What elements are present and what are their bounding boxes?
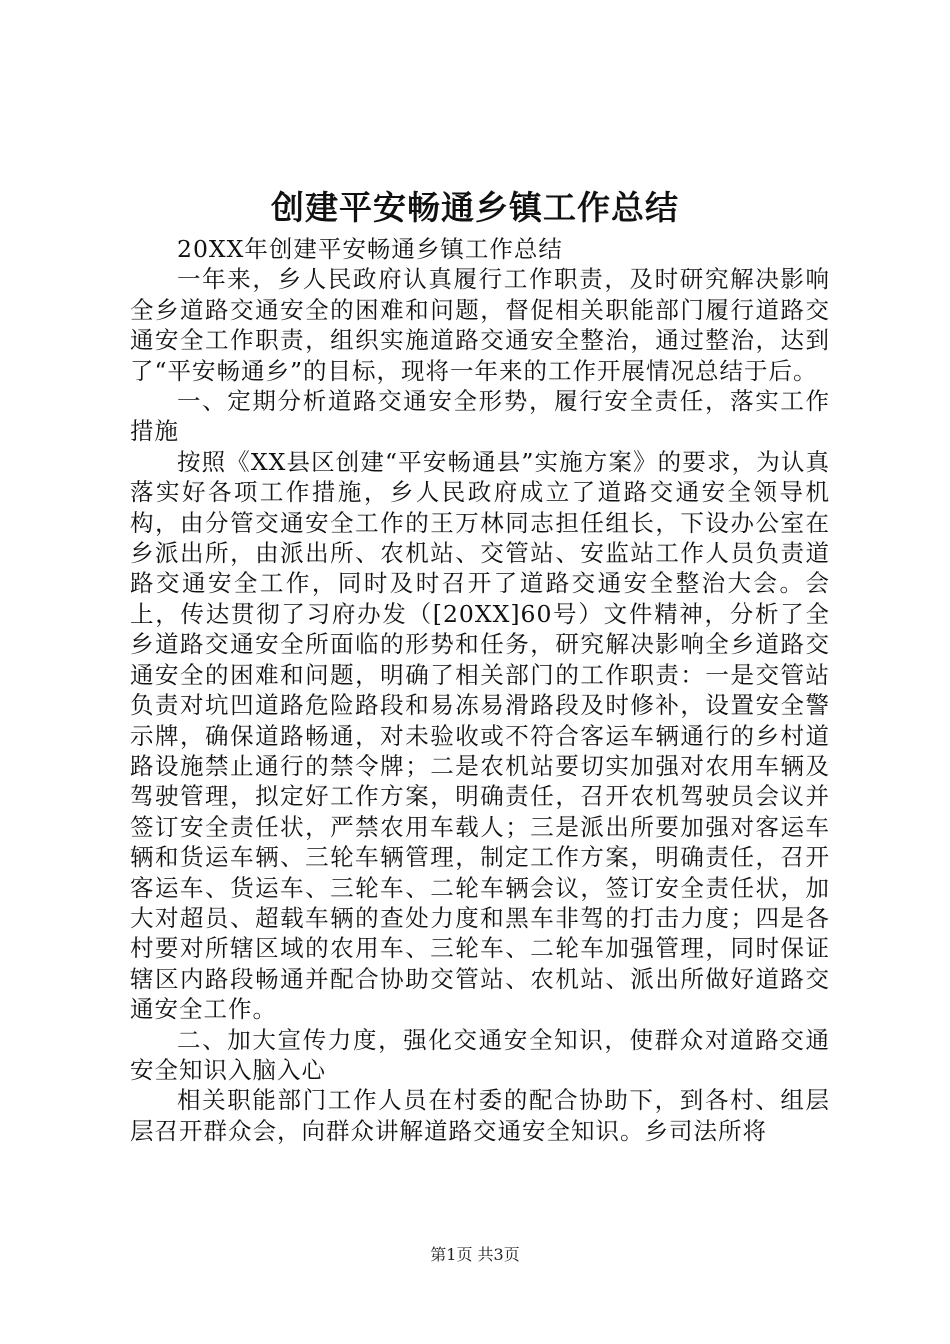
paragraph-section-1: 按照《XX县区创建“平安畅通县”实施方案》的要求，为认真落实好各项工作措施，乡人民政府成立了道路交通安全领导机构，由分管交通安全工作的王万林同志担任组长，下设办公室在乡派出所，由派出所、农机站、交管站、安监站工作人员负责道路交通安全工作，同时及时召开了道路交通安全整治大会。会上，传达贯彻了习府办发（[20XX]60号）文件精神，分析了全乡道路交通安全所面临的形势和任务，研究解决影响全乡道路交通安全的困难和问题，明确了相关部门的工作职责：一是交管站负责对坑凹道路危险路段和易冻易滑路段及时修补，设置安全警示牌，确保道路畅通，对未验收或不符合客运车辆通行的乡村道路设施禁止通行的禁令牌；二是农机站要切实加强对农用车辆及驾驶管理，拟定好工作方案，明确责任，召开农机驾驶员会议并签订安全责任状，严禁农用车载人；三是派出所要加强对客运车辆和货运车辆、三轮车辆管理，制定工作方案，明确责任，召开客运车、货运车、三轮车、二轮车辆会议，签订安全责任状，加大对超员、超载车辆的查处力度和黑车非驾的打击力度；四是各村要对所辖区域的农用车、三轮车、二轮车加强管理，同时保证辖区内路段畅通并配合协助交管站、农机站、派出所做好道路交通安全工作。	[130, 447, 830, 1024]
paragraph-section-2: 相关职能部门工作人员在村委的配合协助下，到各村、组层层召开群众会，向群众讲解道路交通安全知识。乡司法所将	[130, 1086, 830, 1145]
section-heading-2: 二、加大宣传力度，强化交通安全知识，使群众对道路交通安全知识入脑入心	[130, 1025, 830, 1084]
document-title: 创建平安畅通乡镇工作总结	[271, 188, 679, 227]
section-heading-1: 一、定期分析道路交通安全形势，履行安全责任，落实工作措施	[130, 387, 830, 446]
paragraph-intro: 一年来，乡人民政府认真履行工作职责，及时研究解决影响全乡道路交通安全的困难和问题，督促相关职能部门履行道路交通安全工作职责，组织实施道路交通安全整治，通过整治，达到了“平安畅通乡”的目标，现将一年来的工作开展情况总结于后。	[130, 265, 830, 385]
paragraph-subtitle: 20XX年创建平安畅通乡镇工作总结	[177, 235, 563, 263]
document-body	[130, 234, 830, 1146]
page-footer: 第1页 共3页	[430, 1245, 520, 1264]
